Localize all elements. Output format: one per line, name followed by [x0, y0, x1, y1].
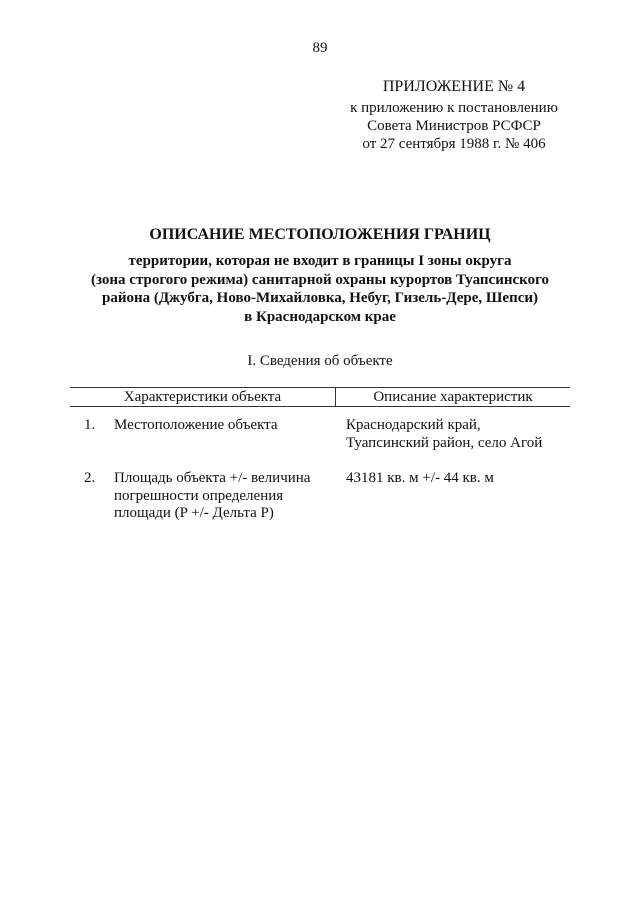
document-subtitle [0, 252, 640, 326]
annex-line-1: к приложению к постановлению [350, 100, 558, 116]
annex-line-2: Совета Министров РСФСР [367, 118, 541, 134]
row-characteristic-line: Местоположение объекта [114, 417, 278, 433]
subtitle-line-4: в Краснодарском крае [244, 308, 396, 325]
row-number: 1. [84, 417, 96, 433]
row-description [346, 470, 570, 488]
annex-title: ПРИЛОЖЕНИЕ № 4 [382, 78, 526, 95]
subtitle-line-3: района (Джубга, Ново-Михайловка, Небуг, Гизель-Дере, Шепси) [101, 290, 539, 306]
row-characteristic-line: Площадь объекта +/- величина [114, 470, 311, 486]
row-description-line: Туапсинский район, село Агой [346, 434, 543, 451]
row-characteristic-line: площади (P +/- Дельта P) [114, 505, 274, 521]
table-header-characteristics: Характеристики объекта [123, 389, 282, 405]
subtitle-line-2: (зона строгого режима) санитарной охраны курортов Туапсинского [90, 271, 550, 288]
annex-line-3: от 27 сентября 1988 г. № 406 [362, 136, 546, 152]
table-header-description: Описание характеристик [373, 389, 533, 405]
subtitle-line-1: территории, которая не входит в границы I зоны округа [128, 253, 512, 269]
row-description-line: Краснодарский край, [346, 417, 481, 433]
section-title: I. Сведения об объекте [247, 353, 393, 369]
table-header-rule [70, 406, 570, 407]
row-characteristic [114, 417, 329, 435]
page-number: 89 [312, 40, 328, 56]
annex-block [340, 78, 568, 153]
row-description-line: 43181 кв. м +/- 44 кв. м [346, 470, 494, 486]
document-title: ОПИСАНИЕ МЕСТОПОЛОЖЕНИЯ ГРАНИЦ [149, 226, 491, 243]
row-characteristic-line: погрешности определения [114, 487, 284, 504]
row-characteristic [114, 470, 329, 523]
row-number: 2. [84, 470, 96, 486]
row-description [346, 417, 570, 452]
